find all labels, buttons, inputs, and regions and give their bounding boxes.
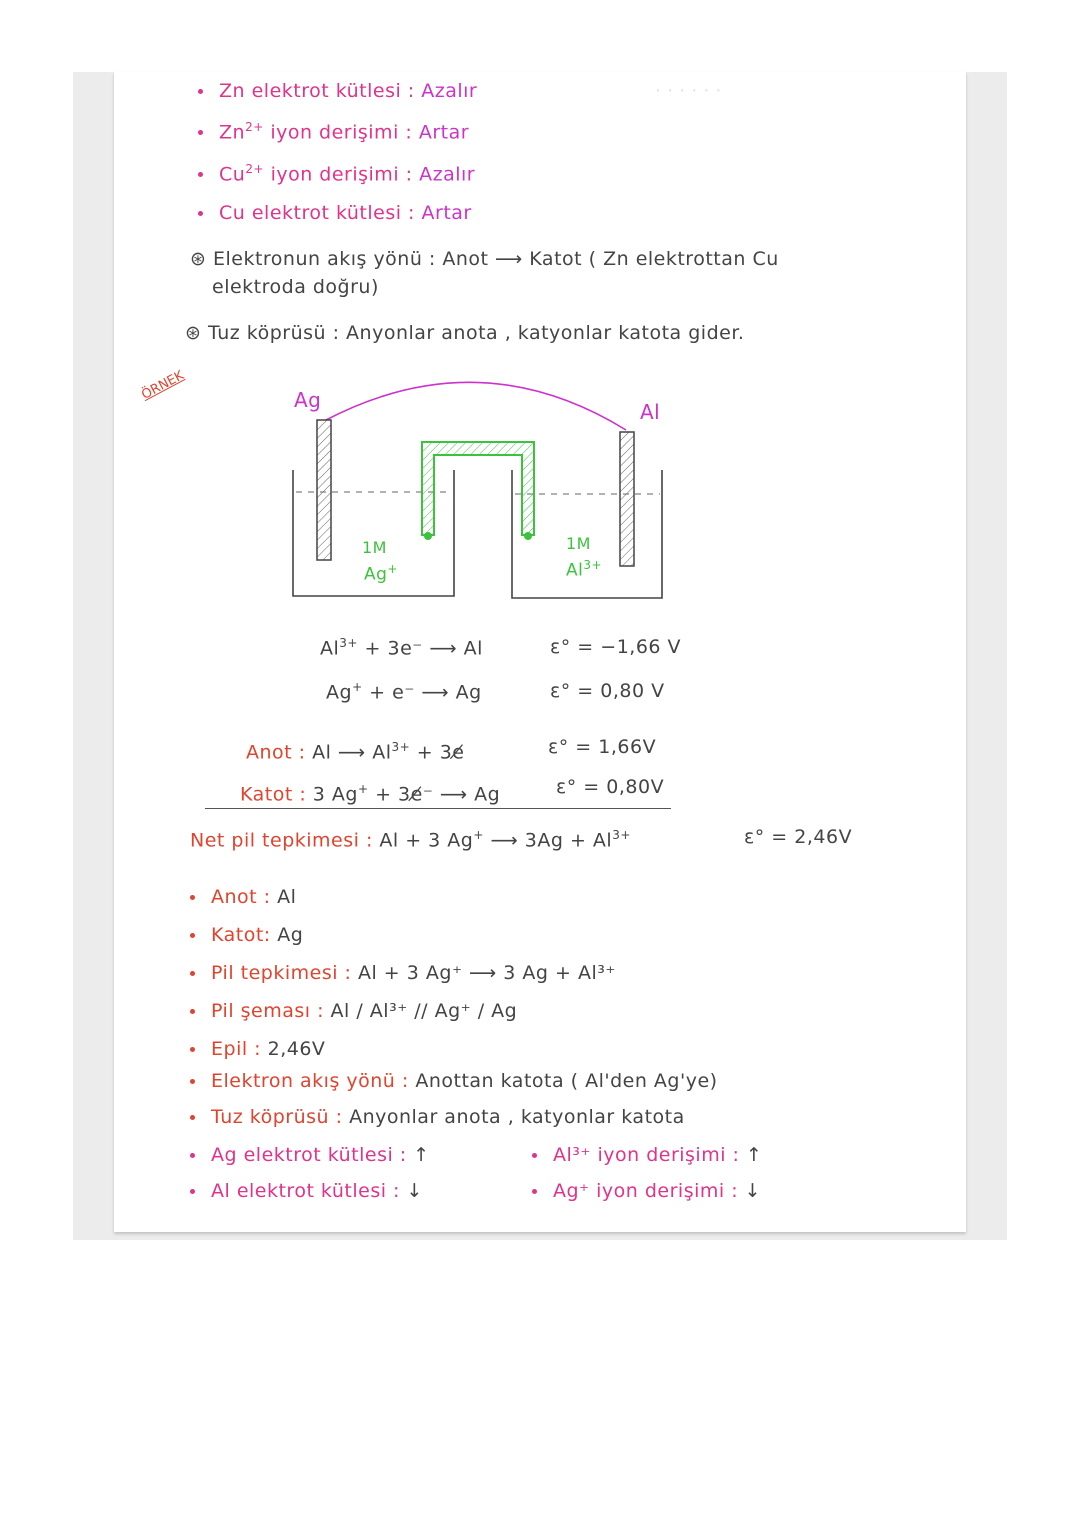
left-ion: Ag+: [364, 562, 398, 585]
sum-line: [205, 808, 671, 809]
anode-reaction: Anot : Al ⟶ $Al^{3+}$ + 3e̸: [246, 740, 465, 764]
note-salt-bridge: ⊛ Tuz köprüsü : Anyonlar anota , katyonlar katota gider.: [185, 322, 745, 344]
right-concentration: 1M: [566, 534, 591, 553]
potential-al: ε° = −1,66 V: [550, 636, 682, 658]
left-concentration: 1M: [362, 538, 387, 557]
net-potential: ε° = 2,46V: [744, 826, 853, 848]
bullet-cu-ion: $Cu^{2+}$ iyon derişimi : Azalır: [198, 162, 475, 185]
potential-ag: ε° = 0,80 V: [550, 680, 665, 702]
al-electrode: [620, 432, 634, 566]
summary-cell-reaction: Pil tepkimesi : Al + 3 Ag⁺ ⟶ 3 Ag + Al³⁺: [190, 962, 616, 984]
right-ion: $Al^{3+}$: [566, 558, 603, 581]
bullet-zn-ion: $Zn^{2+}$ iyon derişimi : Artar: [198, 120, 469, 143]
bleed-through-text: · · · · · ·: [655, 80, 722, 102]
anode-potential: ε° = 1,66V: [548, 736, 657, 758]
note-electron-flow-cont: elektroda doğru): [212, 276, 379, 298]
net-reaction: Net pil tepkimesi : Al + 3 Ag+ ⟶ $3Ag + Al^{3+}$: [190, 828, 631, 852]
cathode-reaction: Katot : 3 Ag+ + 3e̸⁻ ⟶ Ag: [240, 782, 501, 806]
al-electrode-label: Al: [640, 400, 661, 424]
summary-anode: Anot : Al: [190, 886, 296, 908]
summary-cell-notation: Pil şeması : Al / Al³⁺ // Ag⁺ / Ag: [190, 1000, 517, 1022]
ag-electrode-label: Ag: [294, 388, 322, 412]
al-ion-change: Al³⁺ iyon derişimi : ↑: [532, 1144, 762, 1166]
summary-electron-flow: Elektron akış yönü : Anottan katota ( Al'den Ag'ye): [190, 1070, 718, 1092]
bullet-zn-mass: Zn elektrot kütlesi : Azalır: [198, 80, 477, 102]
ag-mass-change: Ag elektrot kütlesi : ↑: [190, 1144, 430, 1166]
salt-bridge: [422, 442, 534, 535]
ag-ion-change: Ag⁺ iyon derişimi : ↓: [532, 1180, 761, 1202]
cathode-potential: ε° = 0,80V: [556, 776, 665, 798]
half-reaction-ag: Ag+ + e⁻ ⟶ Ag: [326, 680, 482, 704]
note-electron-flow: ⊛ Elektronun akış yönü : Anot ⟶ Katot ( Zn elektrottan Cu: [190, 248, 779, 270]
half-reaction-al: $Al^{3+} + 3e^-$ ⟶ Al: [320, 636, 483, 660]
summary-epil: Epil : 2,46V: [190, 1038, 325, 1060]
ag-electrode: [317, 420, 331, 560]
galvanic-cell-diagram: [0, 0, 1080, 620]
example-label: ÖRNEK: [139, 368, 187, 403]
summary-cathode: Katot: Ag: [190, 924, 303, 946]
summary-salt-bridge: Tuz köprüsü : Anyonlar anota , katyonlar katota: [190, 1106, 685, 1128]
bullet-cu-mass: Cu elektrot kütlesi : Artar: [198, 202, 472, 224]
external-wire: [326, 382, 626, 430]
al-mass-change: Al elektrot kütlesi : ↓: [190, 1180, 423, 1202]
beaker-outline: [293, 470, 662, 598]
